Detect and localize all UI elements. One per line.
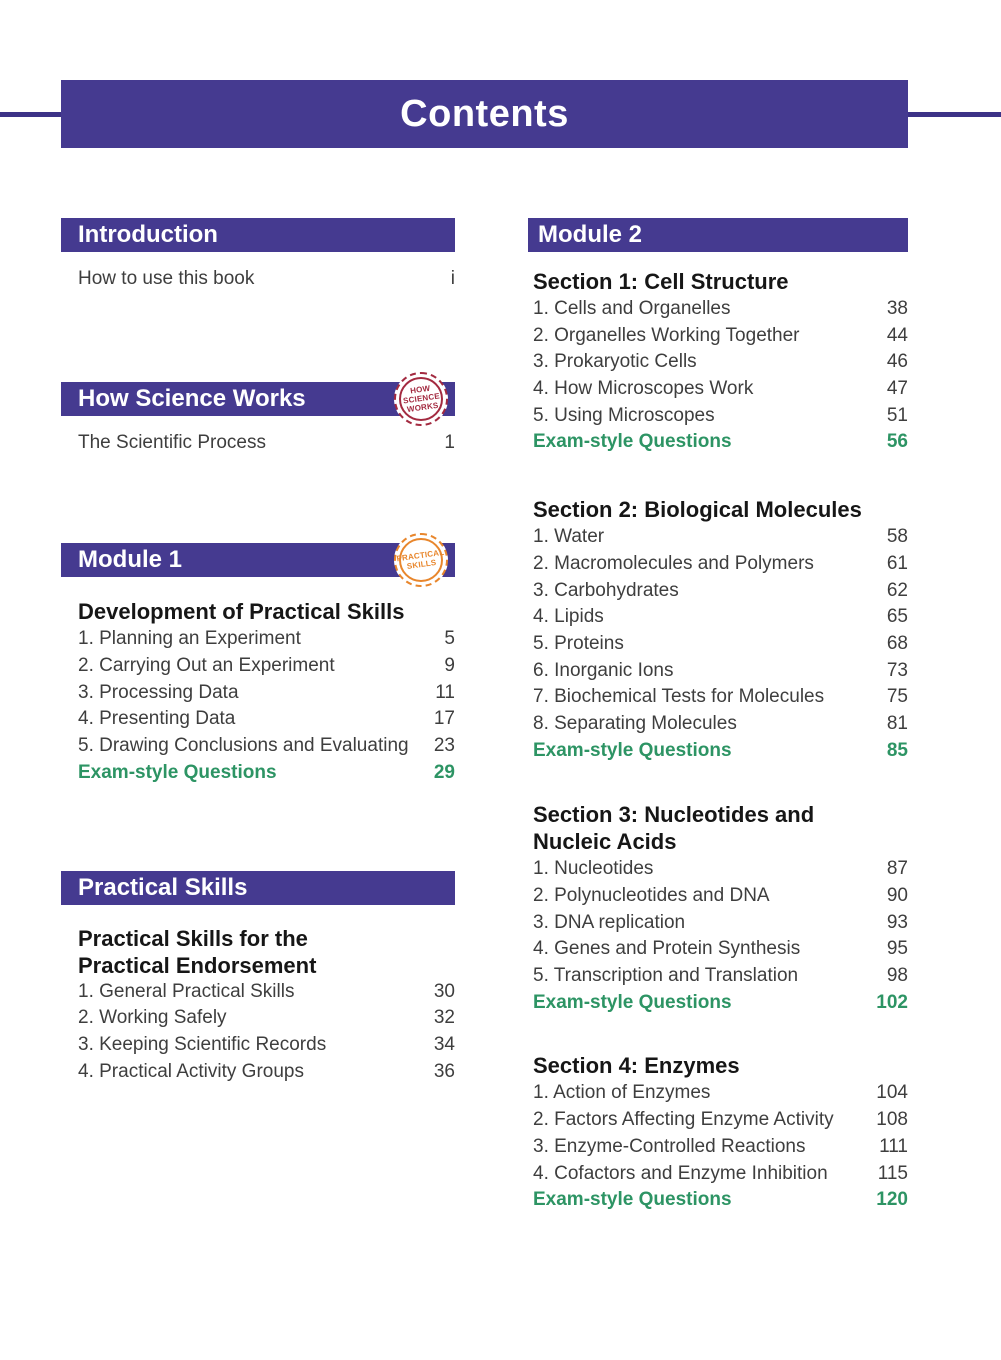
toc-item-label: 4. Presenting Data: [78, 708, 236, 730]
toc-row: [78, 653, 455, 680]
toc-row: [533, 856, 908, 883]
section1-heading: Section 1: Cell Structure: [533, 269, 789, 294]
toc-item-page: 120: [876, 1189, 908, 1211]
toc-item-page: 65: [886, 606, 908, 628]
left-column: [61, 218, 455, 1085]
toc-item-label: 4. Cofactors and Enzyme Inhibition: [533, 1162, 828, 1184]
toc-row: [533, 604, 908, 631]
toc-row: [533, 376, 908, 403]
toc-item-page: 87: [886, 858, 908, 880]
toc-item-label: 3. Prokaryotic Cells: [533, 351, 697, 373]
toc-item-page: 61: [886, 552, 908, 574]
toc-item-page: 56: [886, 431, 908, 453]
toc-item-page: i: [450, 268, 455, 289]
toc-item-label: 5. Transcription and Translation: [533, 965, 799, 987]
toc-item-page: 104: [876, 1082, 908, 1104]
toc-item-page: 95: [886, 938, 908, 960]
toc-row: [78, 979, 455, 1006]
page-title: Contents: [400, 92, 569, 135]
introduction-list: [61, 266, 455, 293]
toc-item-page: 36: [433, 1060, 455, 1082]
introduction-banner: [61, 218, 455, 252]
section3-heading: Section 3: Nucleotides and Nucleic Acids: [533, 802, 815, 855]
toc-row: [78, 680, 455, 707]
toc-item-label: 3. Processing Data: [78, 681, 239, 703]
toc-item-page: 85: [886, 739, 908, 761]
toc-item-page: 51: [886, 404, 908, 426]
toc-row: [533, 883, 908, 910]
stamp-text: HOW SCIENCE WORKS: [402, 383, 440, 415]
section4-heading: Section 4: Enzymes: [533, 1053, 740, 1079]
toc-item-page: 75: [886, 686, 908, 708]
practical-skills-banner-label: Practical Skills: [78, 873, 248, 901]
toc-item-label: 3. Keeping Scientific Records: [78, 1033, 327, 1055]
toc-item-page: 73: [886, 659, 908, 681]
toc-item-label: 3. DNA replication: [533, 911, 686, 933]
toc-item-label: 2. Organelles Working Together: [533, 324, 800, 346]
toc-item-label: The Scientific Process: [78, 431, 266, 453]
toc-row: [78, 1032, 455, 1059]
toc-row: [533, 1187, 908, 1214]
how-science-works-banner-label: How Science Works: [78, 384, 306, 412]
toc-item-page: 102: [876, 991, 908, 1013]
toc-row: [78, 430, 455, 457]
toc-row: [78, 760, 455, 787]
toc-item-page: 115: [877, 1162, 908, 1184]
toc-row: [533, 684, 908, 711]
toc-item-label: 2. Polynucleotides and DNA: [533, 885, 770, 906]
toc-row: [533, 349, 908, 376]
stamp-text: PRACTICAL SKILLS: [395, 548, 445, 572]
toc-item-page: 11: [435, 681, 455, 703]
toc-row: [533, 1161, 908, 1188]
toc-row: [533, 551, 908, 578]
toc-item-page: 111: [879, 1135, 908, 1157]
toc-item-page: 90: [886, 885, 908, 906]
toc-item-page: 44: [886, 324, 908, 346]
right-column: [528, 218, 908, 1214]
how-science-works-banner: [61, 382, 455, 416]
toc-item-label: 2. Carrying Out an Experiment: [78, 655, 335, 677]
section4-list: [528, 1080, 908, 1213]
toc-item-page: 62: [886, 579, 908, 601]
module1-section-heading: Development of Practical Skills: [78, 599, 405, 625]
module1-list: [61, 626, 455, 786]
module1-banner: [61, 543, 455, 577]
toc-item-label: 6. Inorganic Ions: [533, 659, 674, 681]
toc-row: [78, 706, 455, 733]
section2-list: [528, 524, 908, 764]
practical-skills-banner: [61, 871, 455, 905]
toc-row: [78, 626, 455, 653]
toc-row: [533, 910, 908, 937]
toc-row: [533, 711, 908, 738]
toc-row: [533, 1134, 908, 1161]
stamp-inner-ring: [399, 377, 443, 421]
toc-item-page: 30: [433, 980, 455, 1002]
toc-row: [533, 323, 908, 350]
toc-item-page: 34: [433, 1033, 455, 1055]
toc-item-page: 46: [886, 351, 908, 373]
toc-item-label: 4. Practical Activity Groups: [78, 1060, 304, 1082]
toc-row: [78, 1005, 455, 1032]
toc-item-page: 108: [876, 1109, 908, 1131]
module2-banner: [528, 218, 908, 252]
toc-item-label: 1. Action of Enzymes: [533, 1082, 711, 1104]
toc-item-page: 98: [886, 965, 908, 987]
toc-item-label: 4. How Microscopes Work: [533, 378, 754, 400]
toc-item-page: 32: [433, 1007, 455, 1029]
toc-item-page: 47: [886, 378, 908, 400]
toc-item-label: Exam-style Questions: [78, 761, 277, 783]
toc-row: [78, 266, 455, 293]
toc-item-label: How to use this book: [78, 268, 255, 289]
module2-banner-label: Module 2: [538, 221, 643, 248]
introduction-banner-label: Introduction: [78, 221, 218, 248]
toc-item-page: 68: [886, 632, 908, 654]
section3-list: [528, 856, 908, 1016]
module1-banner-label: Module 1: [78, 546, 183, 574]
toc-item-label: Exam-style Questions: [533, 431, 732, 453]
toc-row: [78, 1059, 455, 1086]
toc-item-label: 3. Enzyme-Controlled Reactions: [533, 1135, 806, 1157]
toc-row: [533, 936, 908, 963]
toc-row: [533, 990, 908, 1017]
toc-item-page: 5: [444, 628, 455, 650]
toc-item-label: 2. Working Safely: [78, 1007, 227, 1029]
toc-item-label: 1. Cells and Organelles: [533, 298, 731, 319]
toc-item-page: 23: [433, 735, 455, 757]
toc-row: [533, 1107, 908, 1134]
section2-heading: Section 2: Biological Molecules: [533, 497, 862, 523]
practical-skills-stamp-icon: [394, 533, 448, 587]
toc-item-page: 9: [444, 655, 455, 677]
practical-skills-list: [61, 979, 455, 1086]
toc-item-label: 5. Using Microscopes: [533, 404, 715, 426]
toc-item-label: Exam-style Questions: [533, 991, 732, 1013]
section1-list: [528, 296, 908, 456]
toc-item-label: 5. Drawing Conclusions and Evaluating: [78, 735, 409, 757]
toc-item-label: 1. General Practical Skills: [78, 980, 295, 1002]
toc-item-label: 7. Biochemical Tests for Molecules: [533, 686, 825, 708]
toc-item-page: 38: [886, 298, 908, 319]
stamp-inner-ring: [395, 538, 445, 582]
toc-row: [533, 429, 908, 456]
toc-item-label: 1. Planning an Experiment: [78, 628, 301, 650]
toc-item-page: 93: [886, 911, 908, 933]
toc-row: [533, 578, 908, 605]
toc-item-label: 3. Carbohydrates: [533, 579, 679, 601]
toc-item-label: 2. Macromolecules and Polymers: [533, 552, 814, 574]
toc-item-page: 1: [444, 431, 455, 453]
toc-item-page: 58: [886, 526, 908, 548]
toc-item-label: 5. Proteins: [533, 632, 624, 654]
toc-row: [533, 658, 908, 685]
practical-skills-section-heading: Practical Skills for the Practical Endorsement: [78, 925, 317, 978]
toc-item-label: 8. Separating Molecules: [533, 712, 737, 734]
toc-item-label: Exam-style Questions: [533, 1189, 732, 1211]
toc-item-label: Exam-style Questions: [533, 739, 732, 761]
toc-item-page: 17: [433, 708, 455, 730]
toc-item-label: 1. Water: [533, 526, 605, 548]
toc-row: [533, 963, 908, 990]
how-science-works-stamp-icon: [394, 372, 448, 426]
toc-item-label: 4. Lipids: [533, 606, 604, 628]
page-title-banner: [61, 80, 908, 148]
how-science-works-list: [61, 430, 455, 457]
toc-row: [533, 1080, 908, 1107]
toc-item-label: 2. Factors Affecting Enzyme Activity: [533, 1109, 834, 1131]
toc-item-page: 81: [886, 712, 908, 734]
toc-row: [533, 524, 908, 551]
toc-item-page: 29: [433, 761, 455, 783]
toc-row: [533, 738, 908, 765]
toc-item-label: 4. Genes and Protein Synthesis: [533, 938, 801, 960]
toc-row: [78, 733, 455, 760]
toc-row: [533, 296, 908, 323]
toc-row: [533, 403, 908, 430]
toc-row: [533, 631, 908, 658]
toc-item-label: 1. Nucleotides: [533, 858, 654, 880]
